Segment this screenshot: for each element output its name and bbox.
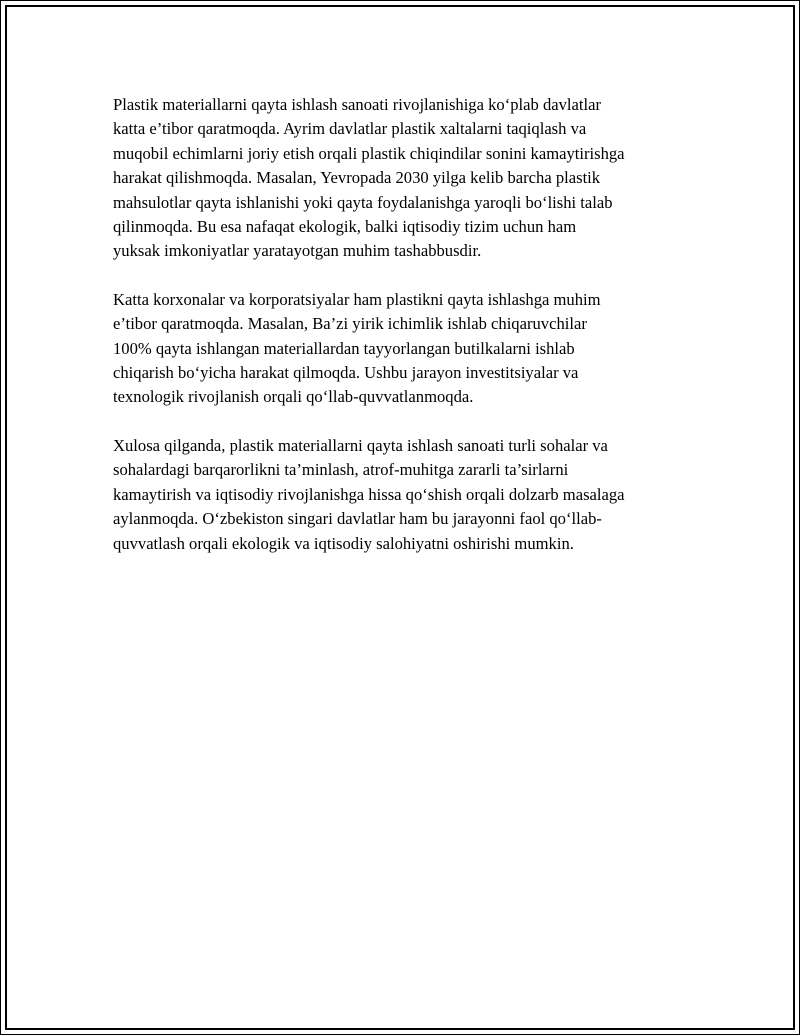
text-line: quvvatlash orqali ekologik va iqtisodiy salohiyatni oshirishi mumkin. bbox=[113, 533, 574, 553]
paragraph-2 bbox=[113, 288, 693, 410]
text-line: mahsulotlar qayta ishlanishi yoki qayta foydalanishga yaroqli bo‘lishi talab bbox=[113, 192, 613, 212]
text-line: 100% qayta ishlangan materiallardan tayyorlangan butilkalarni ishlab bbox=[113, 338, 575, 358]
paragraph-3 bbox=[113, 434, 693, 556]
text-line: sohalardagi barqarorlikni ta’minlash, atrof-muhitga zararli ta’sirlarni bbox=[113, 460, 569, 480]
text-line: muqobil echimlarni joriy etish orqali plastik chiqindilar sonini kamaytirishga bbox=[113, 143, 625, 163]
text-line: Xulosa qilganda, plastik materiallarni qayta ishlash sanoati turli sohalar va bbox=[113, 435, 608, 455]
paragraph-1 bbox=[113, 93, 693, 264]
document-body bbox=[113, 93, 693, 580]
text-line: kamaytirish va iqtisodiy rivojlanishga hissa qo‘shish orqali dolzarb masalaga bbox=[113, 484, 625, 504]
text-line: katta e’tibor qaratmoqda. Ayrim davlatlar plastik xaltalarni taqiqlash va bbox=[113, 119, 587, 139]
text-line: Katta korxonalar va korporatsiyalar ham plastikni qayta ishlashga muhim bbox=[113, 289, 601, 309]
text-line: Plastik materiallarni qayta ishlash sanoati rivojlanishiga ko‘plab davlatlar bbox=[113, 95, 602, 114]
text-line: qilinmoqda. Bu esa nafaqat ekologik, balki iqtisodiy tizim uchun ham bbox=[113, 217, 577, 237]
text-line: harakat qilishmoqda. Masalan, Yevropada 2030 yilga kelib barcha plastik bbox=[113, 168, 601, 188]
text-line: texnologik rivojlanish orqali qo‘llab-quvvatlanmoqda. bbox=[113, 387, 474, 407]
text-line: aylanmoqda. O‘zbekiston singari davlatlar ham bu jarayonni faol qo‘llab- bbox=[113, 509, 602, 529]
text-line: chiqarish bo‘yicha harakat qilmoqda. Ushbu jarayon investitsiyalar va bbox=[113, 363, 579, 383]
text-line: yuksak imkoniyatlar yaratayotgan muhim tashabbusdir. bbox=[113, 241, 482, 261]
text-line: e’tibor qaratmoqda. Masalan, Ba’zi yirik ichimlik ishlab chiqaruvchilar bbox=[113, 314, 587, 334]
